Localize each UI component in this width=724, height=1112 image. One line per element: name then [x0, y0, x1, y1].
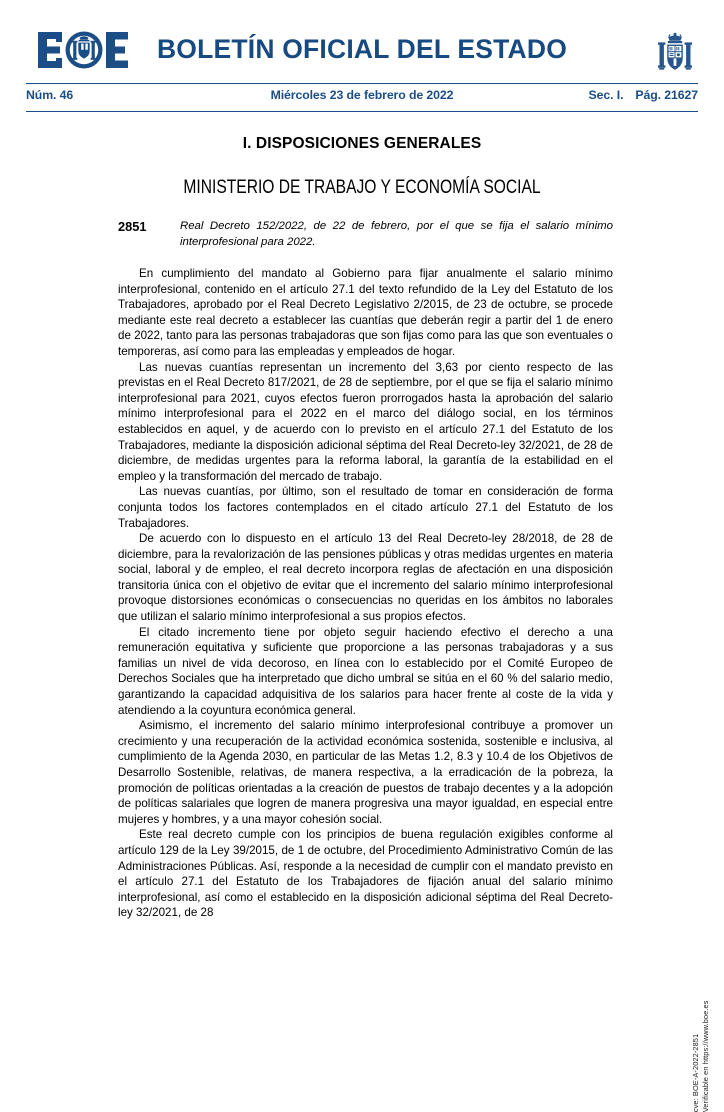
issue-info-row [26, 88, 698, 108]
body-paragraph: En cumplimiento del mandato al Gobierno para fijar anualmente el salario mínimo interprofesional, contenido en el artículo 27.1 del texto refundido de la Ley del Estatuto de los Trabajadores, aprobado por el Real Decreto Legislativo 2/2015, de 23 de octubre, se procede mediante este real decreto a establecer las cuantías que deberán regir a partir del 1 de enero de 2022, tanto para las personas trabajadoras que son fijas como para las que son eventuales o temporeras, así como para las empleadas y empleados de hogar. [118, 267, 613, 358]
issue-date: Miércoles 23 de febrero de 2022 [270, 88, 454, 102]
body-paragraph: Este real decreto cumple con los principios de buena regulación exigibles conforme al artículo 129 de la Ley 39/2015, de 1 de octubre, del Procedimiento Administrativo Común de las Administraciones Públicas. Así, responde a la necesidad de cumplir con el mandato previsto en el artículo 27.1 del Estatuto de los Trabajadores de fijación anual del salario mínimo interprofesional, así como el establecido en la disposición adicional séptima del Real Decreto-ley 32/2021, de 28 [118, 828, 613, 920]
cve-verification-note [691, 962, 710, 1112]
spain-coat-of-arms-icon [651, 27, 699, 79]
document-body [118, 266, 613, 921]
ministry-heading: MINISTERIO DE TRABAJO Y ECONOMÍA SOCIAL [183, 176, 541, 198]
body-paragraph: Las nuevas cuantías, por último, son el resultado de tomar en consideración de forma conjunta todos los factores contemplados en el citado artículo 27.1 del Estatuto de los Trabajadores. [118, 485, 613, 530]
body-paragraph: Asimismo, el incremento del salario mínimo interprofesional contribuye a promover un crecimiento y una recuperación de la actividad económica sostenida, sostenible e inclusiva, al cumplimiento de la Agenda 2030, en particular de las Metas 1.2, 8.3 y 10.4 de los Objetivos de Desarrollo Sostenible, relativas, de manera respectiva, a la erradicación de la pobreza, la promoción de políticas orientadas a la creación de puestos de trabajo decentes y a la adopción de políticas salariales que logren de manera progresiva una mayor igualdad, en especial entre mujeres y hombres, y a una mayor cohesión social. [118, 719, 613, 826]
decree-number: 2851 [118, 219, 147, 234]
cve-verification-url[interactable]: Verificable en https://www.boe.es [700, 1000, 710, 1112]
masthead-title: BOLETÍN OFICIAL DEL ESTADO [156, 34, 568, 64]
header-rule-top [26, 83, 698, 84]
masthead [0, 28, 724, 80]
section-and-page [589, 88, 698, 102]
page-title: I. DISPOSICIONES GENERALES [242, 135, 482, 152]
issue-number: Núm. 46 [26, 88, 74, 102]
body-paragraph: De acuerdo con lo dispuesto en el artículo 13 del Real Decreto-ley 28/2018, de 28 de diciembre, para la revalorización de las pensiones públicas y otras medidas urgentes en materia social, laboral y de empleo, el real decreto incorpora reglas de afectación en una disposición transitoria única con el objetivo de evitar que el incremento del salario mínimo interprofesional provoque distorsiones económicas o consecuencias no queridas en los ámbitos no laborales que utilizan el salario mínimo interprofesional a sus propios efectos. [118, 532, 613, 624]
page-label: Pág. 21627 [635, 88, 698, 102]
section-label: Sec. I. [588, 88, 624, 102]
body-paragraph: Las nuevas cuantías representan un incremento del 3,63 por ciento respecto de las previstas en el Real Decreto 817/2021, de 28 de septiembre, por el que se fija el salario mínimo interprofesional para 2021, cuyos efectos fueron prorrogados hasta la aprobación del salario mínimo interprofesional para el 2022 en el marco del diálogo social, en los términos establecidos en aquel, y de acuerdo con lo previsto en el artículo 27.1 del Estatuto de los Trabajadores, mediante la disposición adicional séptima del Real Decreto-ley 32/2021, de 28 de diciembre, de medidas urgentes para la reforma laboral, la garantía de la estabilidad en el empleo y la transformación del mercado de trabajo. [118, 360, 613, 483]
header-rule-bottom [26, 111, 698, 112]
cve-identifier: cve: BOE-A-2022-2851 [690, 1033, 700, 1112]
decree-title: Real Decreto 152/2022, de 22 de febrero, por el que se fija el salario mínimo interprofesional para 2022. [180, 220, 613, 248]
decree-header [118, 219, 613, 250]
body-paragraph: El citado incremento tiene por objeto seguir haciendo efectivo el derecho a una remuneración equitativa y suficiente que proporcione a las personas trabajadoras y a sus familias un nivel de vida decoroso, en línea con lo establecido por el Comité Europeo de Derechos Sociales que ha interpretado que dicho umbral se sitúa en el 60 % del salario medio, garantizando la capacidad adquisitiva de los salarios para hacer frente al coste de la vida y atendiendo a la coyuntura económica general. [118, 625, 613, 717]
